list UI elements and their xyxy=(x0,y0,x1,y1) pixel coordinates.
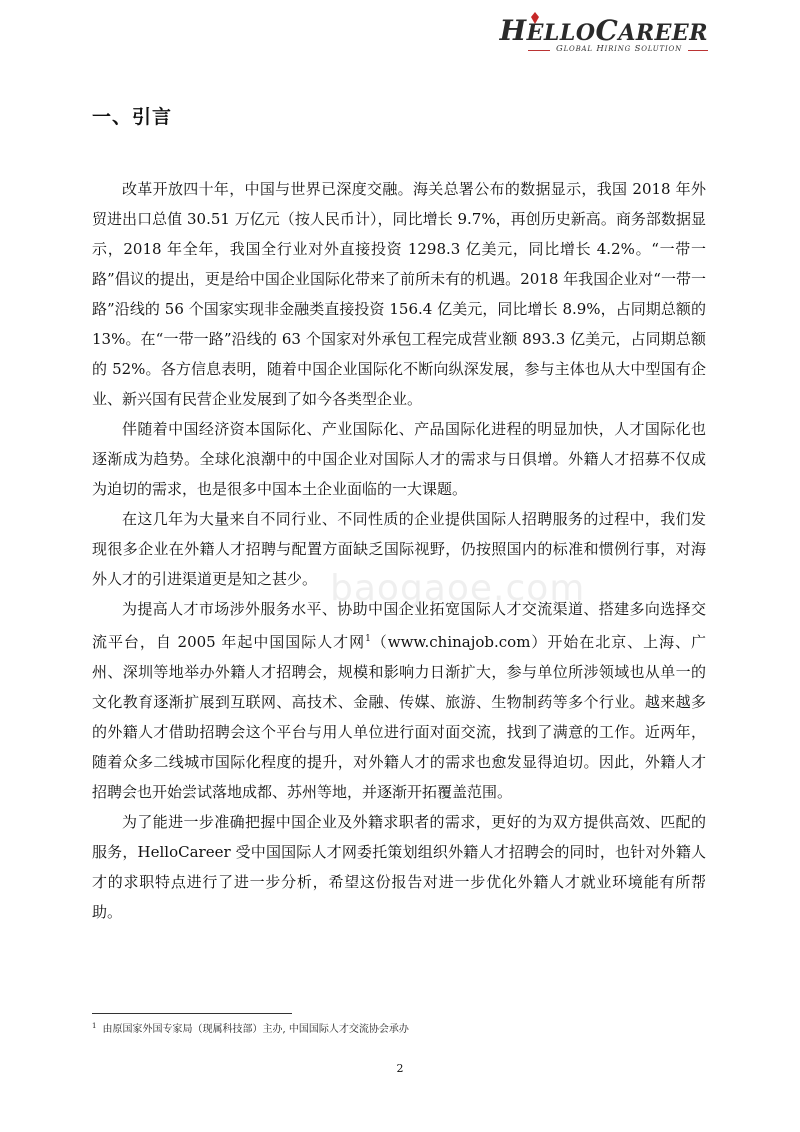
footnote-ref: 1 xyxy=(365,634,371,644)
footnote-marker: 1 xyxy=(92,1021,97,1030)
logo-wordmark: HELLOCAREER xyxy=(499,14,708,47)
paragraph-4 xyxy=(92,594,706,807)
hellocareer-logo xyxy=(499,14,708,58)
logo-tagline-row xyxy=(528,44,708,56)
paragraph-2: 伴随着中国经济资本国际化、产业国际化、产品国际化进程的明显加快，人才国际化也逐渐成为趋势。全球化浪潮中的中国企业对国际人才的需求与日俱增。外籍人才招募不仅成为迫切的需求，也是很多中国本土企业面临的一大课题。 xyxy=(92,420,706,498)
footnote xyxy=(92,1020,409,1035)
logo-tagline: GLOBAL HIRING SOLUTION xyxy=(555,44,683,54)
paragraph-4-before-ref: 为提高人才市场涉外服务水平、协助中国企业拓宽国际人才交流渠道、搭建多向选择交流平台，自 2005 年起中国国际人才网 xyxy=(92,600,706,651)
footnote-divider xyxy=(92,1013,292,1014)
watermark: baogaoe.com xyxy=(330,568,586,609)
logo-rule-left xyxy=(528,50,550,51)
paragraph-1: 改革开放四十年，中国与世界已深度交融。海关总署公布的数据显示，我国 2018 年外贸进出口总值 30.51 万亿元（按人民币计），同比增长 9.7%，再创历史新高。商务部数据显示，2018 年全年，我国全行业对外直接投资 1298.3 亿美元，同比增长 4.2%。“一带一路”倡议的提出，更是给中国企业国际化带来了前所未有的机遇。2018 年我国企业对“一带一路”沿线的 56 个国家实现非金融类直接投资 156.4 亿美元，同比增长 8.9%，占同期总额的 13%。在“一带一路”沿线的 63 个国家对外承包工程完成营业额 893.3 亿美元，占同期总额的 52%。各方信息表明，随着中国企业国际化不断向纵深发展，参与主体也从大中型国有企业、新兴国有民营企业发展到了如今各类型企业。 xyxy=(92,180,706,408)
logo-rule-right xyxy=(688,50,708,51)
paragraph-3: 在这几年为大量来自不同行业、不同性质的企业提供国际人招聘服务的过程中，我们发现很多企业在外籍人才招聘与配置方面缺乏国际视野，仍按照国内的标准和惯例行事，对海外人才的引进渠道更是知之甚少。 xyxy=(92,510,706,588)
footnote-text: 由原国家外国专家局（现属科技部）主办, 中国国际人才交流协会承办 xyxy=(102,1024,409,1035)
body-text xyxy=(92,174,706,927)
section-heading: 一、引言 xyxy=(92,106,173,128)
paragraph-5: 为了能进一步准确把握中国企业及外籍求职者的需求，更好的为双方提供高效、匹配的服务，HelloCareer 受中国国际人才网委托策划组织外籍人才招聘会的同时，也针对外籍人才的求职特点进行了进一步分析，希望这份报告对进一步优化外籍人才就业环境能有所帮助。 xyxy=(92,813,706,921)
page-number: 2 xyxy=(396,1062,404,1075)
paragraph-4-after-ref: （www.chinajob.com）开始在北京、上海、广州、深圳等地举办外籍人才招聘会，规模和影响力日渐扩大，参与单位所涉领域也从单一的文化教育逐渐扩展到互联网、高技术、金融、传媒、旅游、生物制药等多个行业。越来越多的外籍人才借助招聘会这个平台与用人单位进行面对面交流，找到了满意的工作。近两年，随着众多二线城市国际化程度的提升，对外籍人才的需求也愈发显得迫切。因此，外籍人才招聘会也开始尝试落地成都、苏州等地，并逐渐开拓覆盖范围。 xyxy=(92,633,706,801)
